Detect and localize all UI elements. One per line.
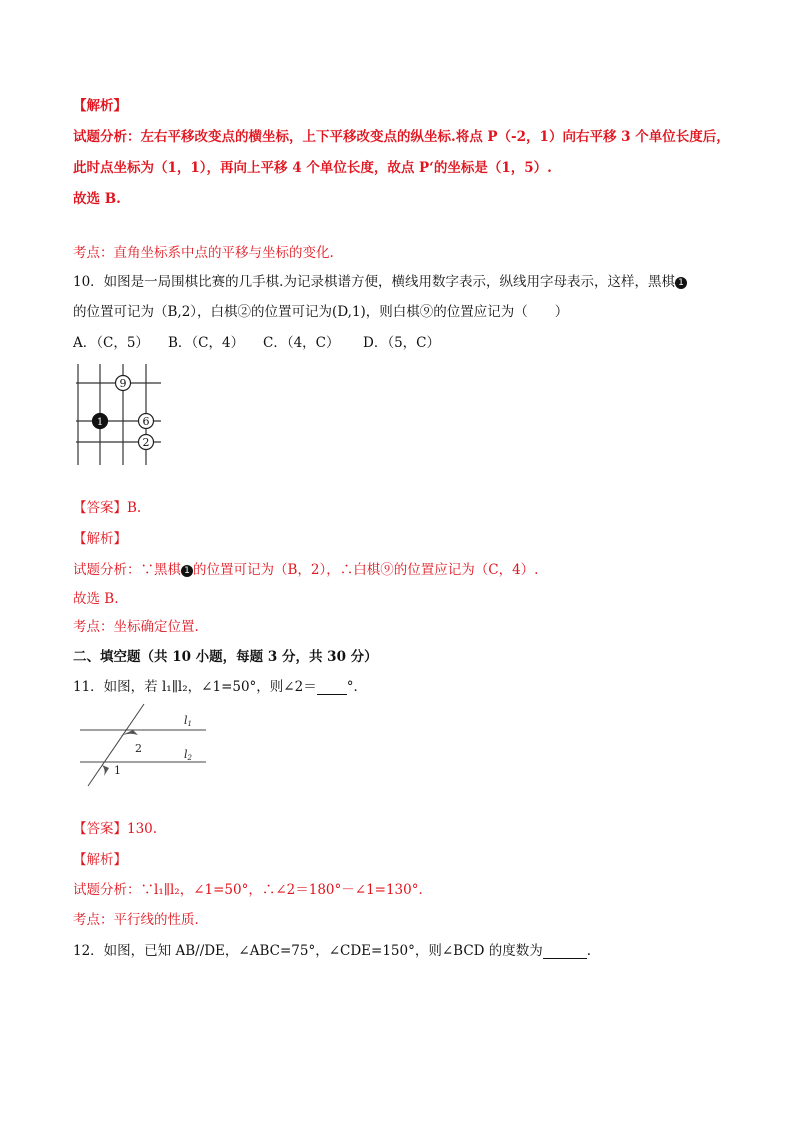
q11-stem-pre: 11．如图，若 l₁∥l₂，∠1=50°，则∠2＝: [73, 679, 317, 695]
go-stone-2: [139, 435, 154, 450]
q10-jiexi-label: 【解析】: [73, 531, 127, 547]
section2-heading: 二、填空题（共 10 小题，每题 3 分，共 30 分）: [73, 649, 378, 665]
q11-answer-blank: [317, 680, 347, 695]
q11-stem-post: °．: [346, 679, 367, 695]
q10-answer: 【答案】B.: [73, 500, 142, 516]
l2-label: l: [184, 748, 188, 761]
q11-answer: 【答案】130.: [73, 821, 158, 837]
go-stone-6: [139, 414, 154, 429]
angle-1-label: 1: [114, 764, 121, 777]
go-stone-9-label: 9: [119, 377, 127, 390]
svg-text:l2: [184, 748, 193, 762]
q10-analysis-post: 的位置可记为（B，2），∴白棋⑨的位置应记为（C，4）.: [193, 562, 539, 578]
q10-analysis-pre: 试题分析：∵黑棋: [73, 562, 181, 578]
go-stone-6-label: 6: [142, 415, 150, 428]
q12-stem: [73, 941, 591, 961]
q10-kaodian: 考点：坐标确定位置.: [73, 619, 199, 635]
q12-stem-post: .: [586, 943, 592, 959]
q11-stem: [73, 677, 367, 697]
black-stone-icon: 1: [675, 277, 687, 289]
q12-answer-blank: [543, 944, 587, 959]
q9-kaodian: 考点：直角坐标系中点的平移与坐标的变化.: [73, 245, 334, 261]
l1-label: l: [184, 714, 188, 727]
q10-option-b: B．（C，4）: [168, 335, 245, 351]
go-board-figure: [73, 362, 173, 468]
q10-option-c: C．（4，C）: [263, 335, 340, 351]
go-stone-9: [116, 376, 131, 391]
q10-stem-text: 10．如图是一局围棋比赛的几手棋.为记录棋谱方便，横线用数字表示，纵线用字母表示，这样，黑棋: [73, 274, 675, 290]
go-stone-1: [93, 414, 108, 429]
q10-option-a: A．（C，5）: [73, 335, 149, 351]
q10-analysis: [73, 560, 538, 580]
svg-text:l1: [184, 714, 192, 728]
q9-analysis-line1: 试题分析：左右平移改变点的横坐标，上下平移改变点的纵坐标.将点 P（-2，1）向右平移 3 个单位长度后，: [73, 129, 730, 145]
parallel-lines-figure: [78, 702, 218, 788]
black-stone-icon: 1: [181, 565, 193, 577]
q9-jiexi-label: 【解析】: [73, 98, 127, 114]
angle-2-label: 2: [135, 742, 142, 755]
q10-stem-line1: [73, 272, 687, 292]
l2-subscript: 2: [187, 754, 192, 762]
q10-options: [73, 333, 440, 353]
q9-analysis-line2: 此时点坐标为（1，1），再向上平移 4 个单位长度，故点 P‘的坐标是（1，5）.: [73, 160, 552, 176]
q10-stem-line2: 的位置可记为（B,2），白棋②的位置可记为(D,1)，则白棋⑨的位置应记为（ ）: [73, 304, 569, 320]
go-stone-2-label: 2: [142, 436, 150, 449]
q10-choice: 故选 B.: [73, 591, 119, 607]
go-stone-1-label: 1: [96, 417, 104, 428]
q11-kaodian: 考点：平行线的性质.: [73, 912, 199, 928]
angle-1-mark: [102, 765, 109, 776]
q11-analysis: 试题分析：∵l₁∥l₂，∠1=50°，∴∠2＝180°－∠1=130°．: [73, 882, 432, 898]
q10-option-d: D．（5，C）: [363, 335, 440, 351]
l1-subscript: 1: [187, 720, 192, 728]
q12-stem-pre: 12．如图，已知 AB//DE，∠ABC=75°，∠CDE=150°，则∠BCD 的度数为: [73, 943, 543, 959]
q11-jiexi-label: 【解析】: [73, 852, 127, 868]
q9-choice: 故选 B.: [73, 191, 121, 207]
